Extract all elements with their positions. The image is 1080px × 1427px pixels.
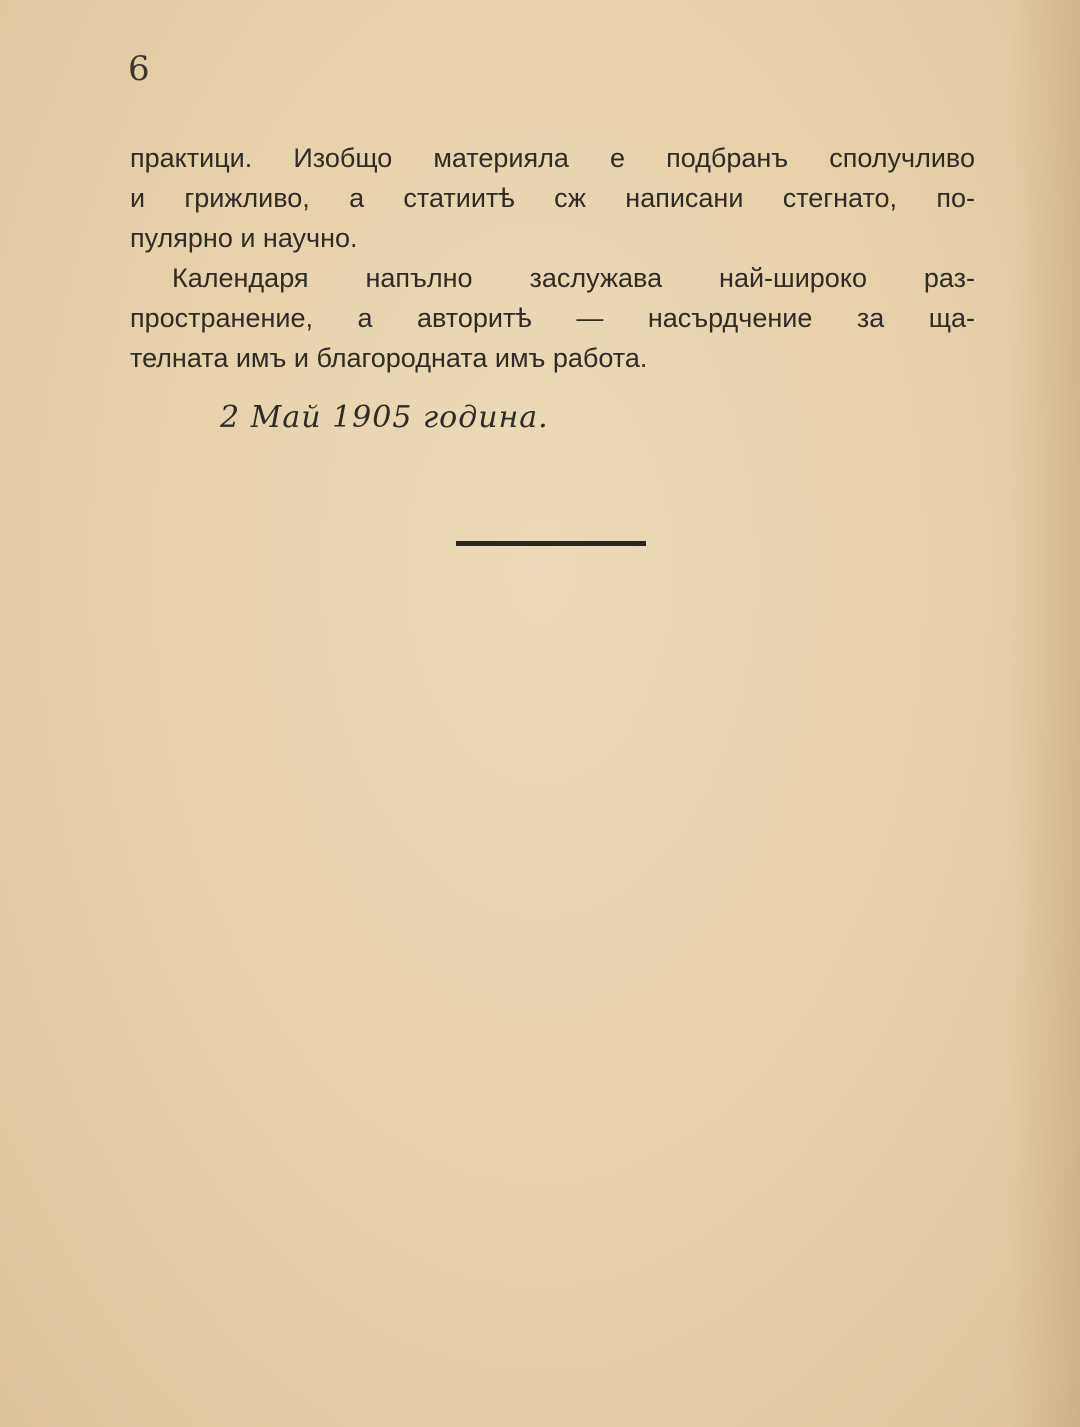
text-line: практици. Изобщо материяла е подбранъ сполучливо [130, 143, 975, 173]
section-divider [456, 541, 646, 546]
text-line: пулярно и научно. [130, 223, 358, 253]
text-line: телната имъ и благородната имъ работа. [130, 343, 648, 373]
body-text [130, 138, 975, 378]
date-line: 2 Май 1905 година. [220, 400, 549, 435]
text-line: и грижливо, а статиитѣ сж написани стегнато, по- [130, 183, 975, 213]
page-number: 6 [128, 49, 150, 89]
text-line: Календаря напълно заслужава най-широко раз- [172, 263, 975, 293]
text-line: пространение, а авторитѣ — насърдчение за ща- [130, 303, 975, 333]
